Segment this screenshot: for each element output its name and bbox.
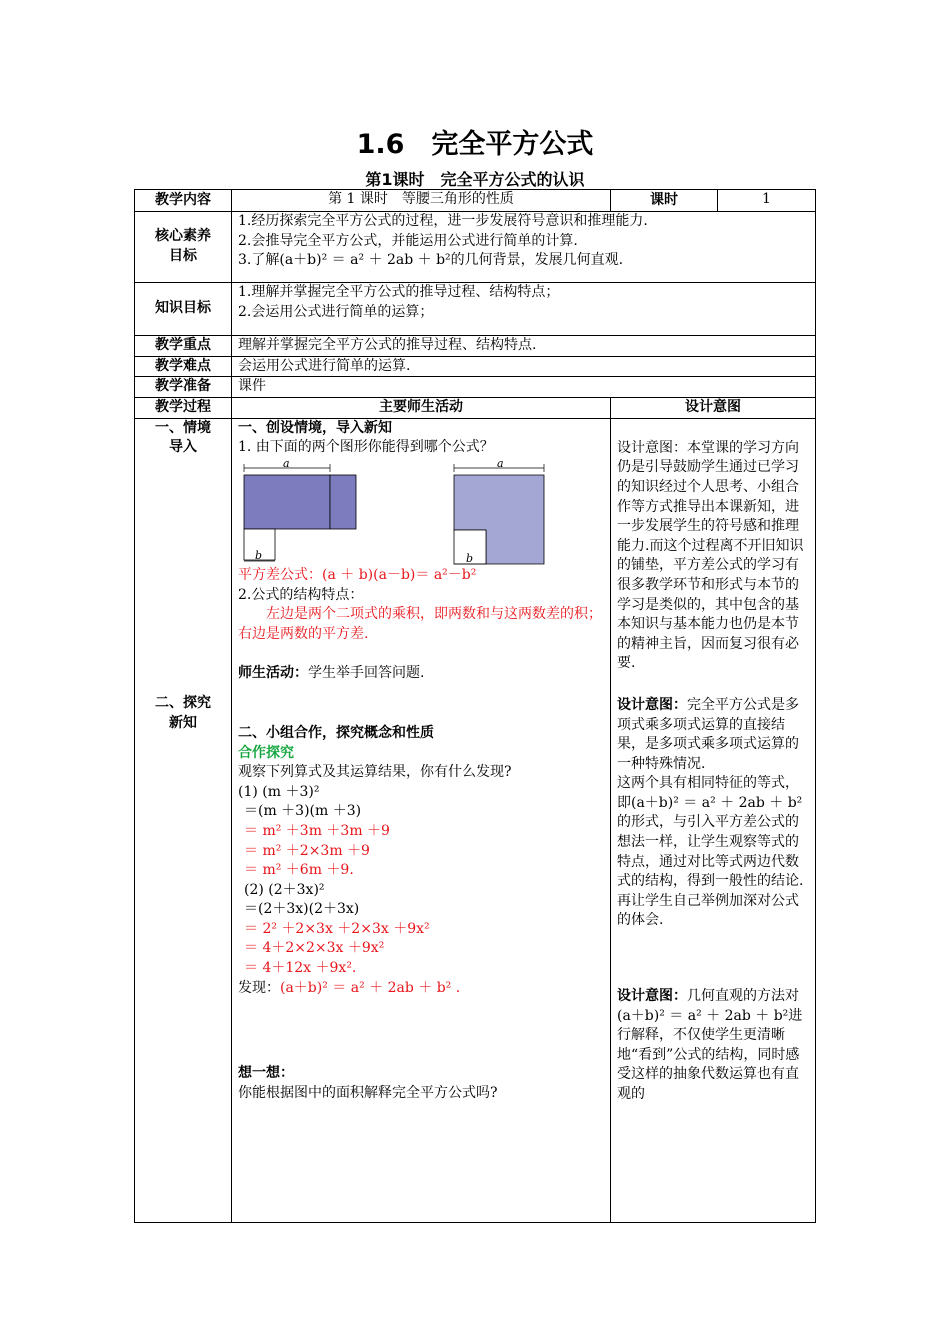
core-goal-1: 1.经历探索完全平方公式的过程，进一步发展符号意识和推理能力. — [238, 213, 648, 229]
s1-activity-text: 学生举手回答问题. — [308, 665, 425, 682]
knowledge-label: 知识目标 — [135, 283, 232, 336]
example1-line3: ＝ m² ＋2×3m ＋9 — [244, 842, 370, 859]
think-question: 你能根据图中的面积解释完全平方公式吗? — [238, 1084, 498, 1101]
stage2-line1: 二、探究 — [155, 694, 211, 711]
rect-dark-side — [330, 475, 356, 529]
s1-formula: 平方差公式：(a ＋ b)(a－b)＝ a²－b² — [238, 566, 477, 583]
intent-1: 设计意图：本堂课的学习方向仍是引导鼓励学生通过已学习的知识经过个人思考、小组合作等方式推导出本课新知，进一步发展学生的符号感和推理能力.而这个过程离不开旧知识的铺垫，平方差公式的学习有很多教学环节和形式与本节的学习是类似的，其中包含的基本知识与基本能力也仍是本节的精神主旨，因而复习很有必要. — [617, 439, 804, 672]
intent-2 — [617, 696, 809, 774]
core-label-line2: 目标 — [169, 248, 197, 264]
s1-heading: 一、创设情境，导入新知 — [238, 419, 392, 436]
s2-subheading: 合作探究 — [238, 744, 294, 761]
s1-activity-label: 师生活动： — [238, 665, 308, 682]
page-title: 1.6 完全平方公式 — [356, 129, 594, 160]
s1-question: 1. 由下面的两个图形你能得到哪个公式？ — [238, 439, 494, 456]
activity-header: 主要师生活动 — [232, 397, 611, 418]
label-a-right: a — [497, 457, 504, 470]
example2-line2: ＝ 2² ＋2×3x ＋2×3x ＋9x² — [244, 920, 430, 937]
example2-line1: ＝(2＋3x)(2＋3x) — [244, 901, 360, 918]
think-label: 想一想： — [238, 1065, 294, 1082]
row-core — [135, 212, 816, 283]
content-value: 第 1 课时 等腰三角形的性质 — [232, 190, 611, 212]
lesson-plan-table — [134, 189, 816, 1223]
stage-column — [135, 418, 232, 1222]
core-label — [135, 212, 232, 283]
row-process-header — [135, 397, 816, 418]
intent-3-label: 设计意图： — [617, 988, 687, 1005]
s1-activity — [238, 664, 604, 684]
core-goal-3: 3.了解(a＋b)² ＝ a² ＋ 2ab ＋ b²的几何背景，发展几何直观. — [238, 252, 624, 269]
intent-2c: 再让学生自己举例加深对公式的体会. — [617, 892, 799, 929]
knowledge-goals — [232, 283, 816, 336]
stage2-line2: 新知 — [169, 714, 197, 731]
example2-line4: ＝ 4＋12x ＋9x². — [244, 960, 357, 977]
s2-question: 观察下列算式及其运算结果，你有什么发现? — [238, 764, 512, 781]
intent-column — [611, 418, 816, 1222]
s1-structure: 2.公式的结构特点： — [238, 586, 364, 603]
prep-value: 课件 — [232, 377, 816, 398]
difficulty-label: 教学难点 — [135, 356, 232, 377]
rect-dark-main — [244, 475, 330, 529]
core-goal-2: 2.会推导完全平方公式，并能运用公式进行简单的计算. — [238, 232, 578, 249]
row-focus — [135, 336, 816, 357]
example2-line0: (2) (2＋3x)² — [244, 881, 325, 898]
process-label: 教学过程 — [135, 397, 232, 418]
difficulty-value: 会运用公式进行简单的运算. — [232, 356, 816, 377]
example1-line0: (1) (m ＋3)² — [238, 783, 320, 800]
label-b-left: b — [255, 548, 263, 562]
knowledge-goal-2: 2.会运用公式进行简单的运算； — [238, 303, 434, 320]
prep-label: 教学准备 — [135, 377, 232, 398]
row-knowledge — [135, 283, 816, 336]
label-a-left: a — [283, 457, 290, 470]
focus-value: 理解并掌握完全平方公式的推导过程、结构特点. — [232, 336, 816, 357]
content-label: 教学内容 — [135, 190, 232, 212]
knowledge-goal-1: 1.理解并掌握完全平方公式的推导过程、结构特点； — [238, 284, 560, 300]
hours-value: 1 — [718, 190, 816, 212]
intent-2-label: 设计意图： — [617, 696, 687, 713]
page-subtitle: 第1课时 完全平方公式的认识 — [365, 170, 585, 189]
discover — [238, 979, 604, 999]
focus-label: 教学重点 — [135, 336, 232, 357]
label-b-right: b — [466, 551, 474, 565]
intent-header: 设计意图 — [611, 397, 816, 418]
example1-line2: ＝ m² ＋3m ＋3m ＋9 — [244, 822, 390, 839]
intent-3-text: 几何直观的方法对(a＋b)² ＝ a² ＋ 2ab ＋ b²进行解释，不仅使学生更清晰地“看到”公式的结构，同时感受这样的抽象代数运算也有直观的 — [617, 988, 803, 1102]
core-label-line1: 核心素养 — [155, 228, 211, 245]
area-figures — [238, 458, 578, 566]
intent-3 — [617, 987, 809, 1105]
row-process-body — [135, 418, 816, 1222]
s2-heading: 二、小组合作，探究概念和性质 — [238, 724, 434, 741]
s1-structure-desc: 左边是两个二项式的乘积，即两数和与这两数差的积；右边是两数的平方差. — [238, 606, 602, 642]
core-goals — [232, 212, 816, 283]
example1-line1: ＝(m ＋3)(m ＋3) — [244, 803, 362, 820]
intent-2b: 这两个具有相同特征的等式，即(a＋b)² ＝ a² ＋ 2ab ＋ b²的形式，与引入平方差公式的想法一样，让学生观察等式的特点，通过对比等式两边代数式的结构，得到一般性的结论. — [617, 775, 804, 890]
intent-2-text: 完全平方公式是多项式乘多项式运算的直接结果，是多项式乘多项式运算的一种特殊情况. — [617, 696, 799, 772]
row-prep — [135, 377, 816, 398]
example2-line3: ＝ 4＋2×2×3x ＋9x² — [244, 940, 385, 957]
activity-column — [232, 418, 611, 1222]
row-difficulty — [135, 356, 816, 377]
row-content — [135, 190, 816, 212]
example1-line4: ＝ m² ＋6m ＋9. — [244, 862, 354, 879]
hours-label: 课时 — [611, 190, 718, 212]
stage1-line1: 一、情境 — [155, 419, 211, 436]
discover-formula: (a＋b)² ＝ a² ＋ 2ab ＋ b² . — [280, 979, 461, 996]
discover-label: 发现： — [238, 979, 280, 996]
stage1-line2: 导入 — [169, 439, 197, 456]
